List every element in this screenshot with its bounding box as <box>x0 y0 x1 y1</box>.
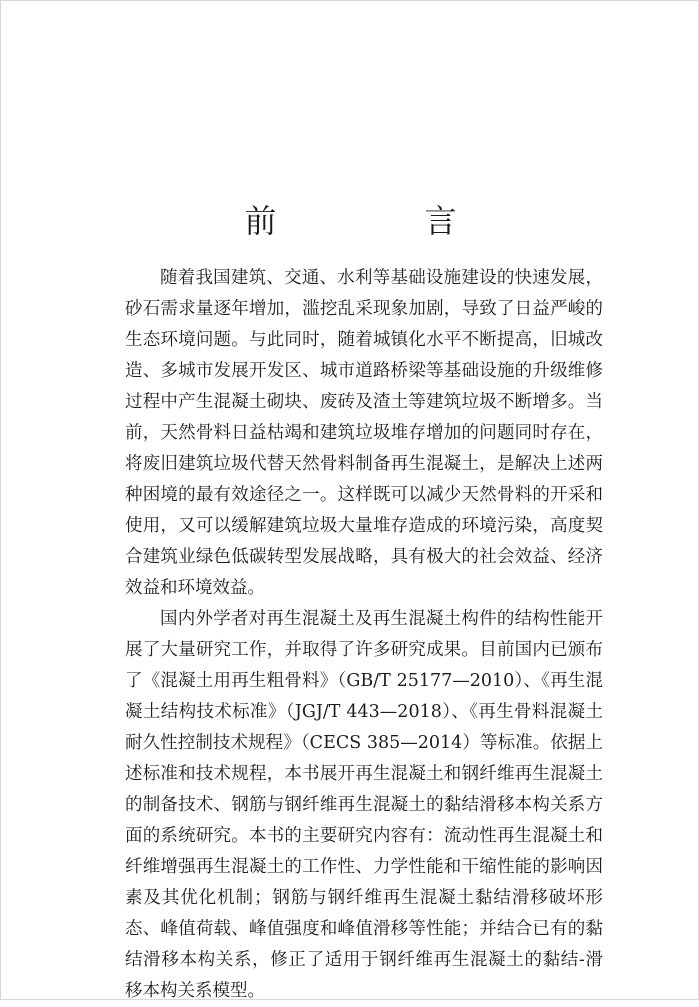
paragraph-1: 随着我国建筑、交通、水利等基础设施建设的快速发展，砂石需求量逐年增加，滥挖乱采现象加剧，导致了日益严峻的生态环境问题。与此同时，随着城镇化水平不断提高，旧城改造、多城市发展开发区、城市道路桥梁等基础设施的升级维修过程中产生混凝土砌块、废砖及渣土等建筑垃圾不断增多。当前，天然骨料日益枯竭和建筑垃圾堆存增加的问题同时存在，将废旧建筑垃圾代替天然骨料制备再生混凝土，是解决上述两种困境的最有效途径之一。这样既可以减少天然骨料的开采和使用，又可以缓解建筑垃圾大量堆存造成的环境污染，高度契合建筑业绿色低碳转型发展战略，具有极大的社会效益、经济效益和环境效益。 <box>125 268 603 598</box>
paragraph-2: 国内外学者对再生混凝土及再生混凝土构件的结构性能开展了大量研究工作，并取得了许多研究成果。目前国内已颁布了《混凝土用再生粗骨料》（GB/T 25177—2010）、《再生混凝土结构技术标准》（JGJ/T 443—2018）、《再生骨料混凝土耐久性控制技术规程》（CECS 385—2014）等标准。依据上述标准和技术规程，本书展开再生混凝土和钢纤维再生混凝土的制备技术、钢筋与钢纤维再生混凝土的黏结滑移本构关系方面的系统研究。本书的主要研究内容有：流动性再生混凝土和纤维增强再生混凝土的工作性、力学性能和干缩性能的影响因素及其优化机制；钢筋与钢纤维再生混凝土黏结滑移破坏形态、峰值荷载、峰值强度和峰值滑移等性能；并结合已有的黏结滑移本构关系，修正了适用于钢纤维再生混凝土的黏结-滑移本构关系模型。 <box>125 609 603 1001</box>
page-title: 前 言 <box>244 202 515 240</box>
preface-body <box>125 263 603 1007</box>
